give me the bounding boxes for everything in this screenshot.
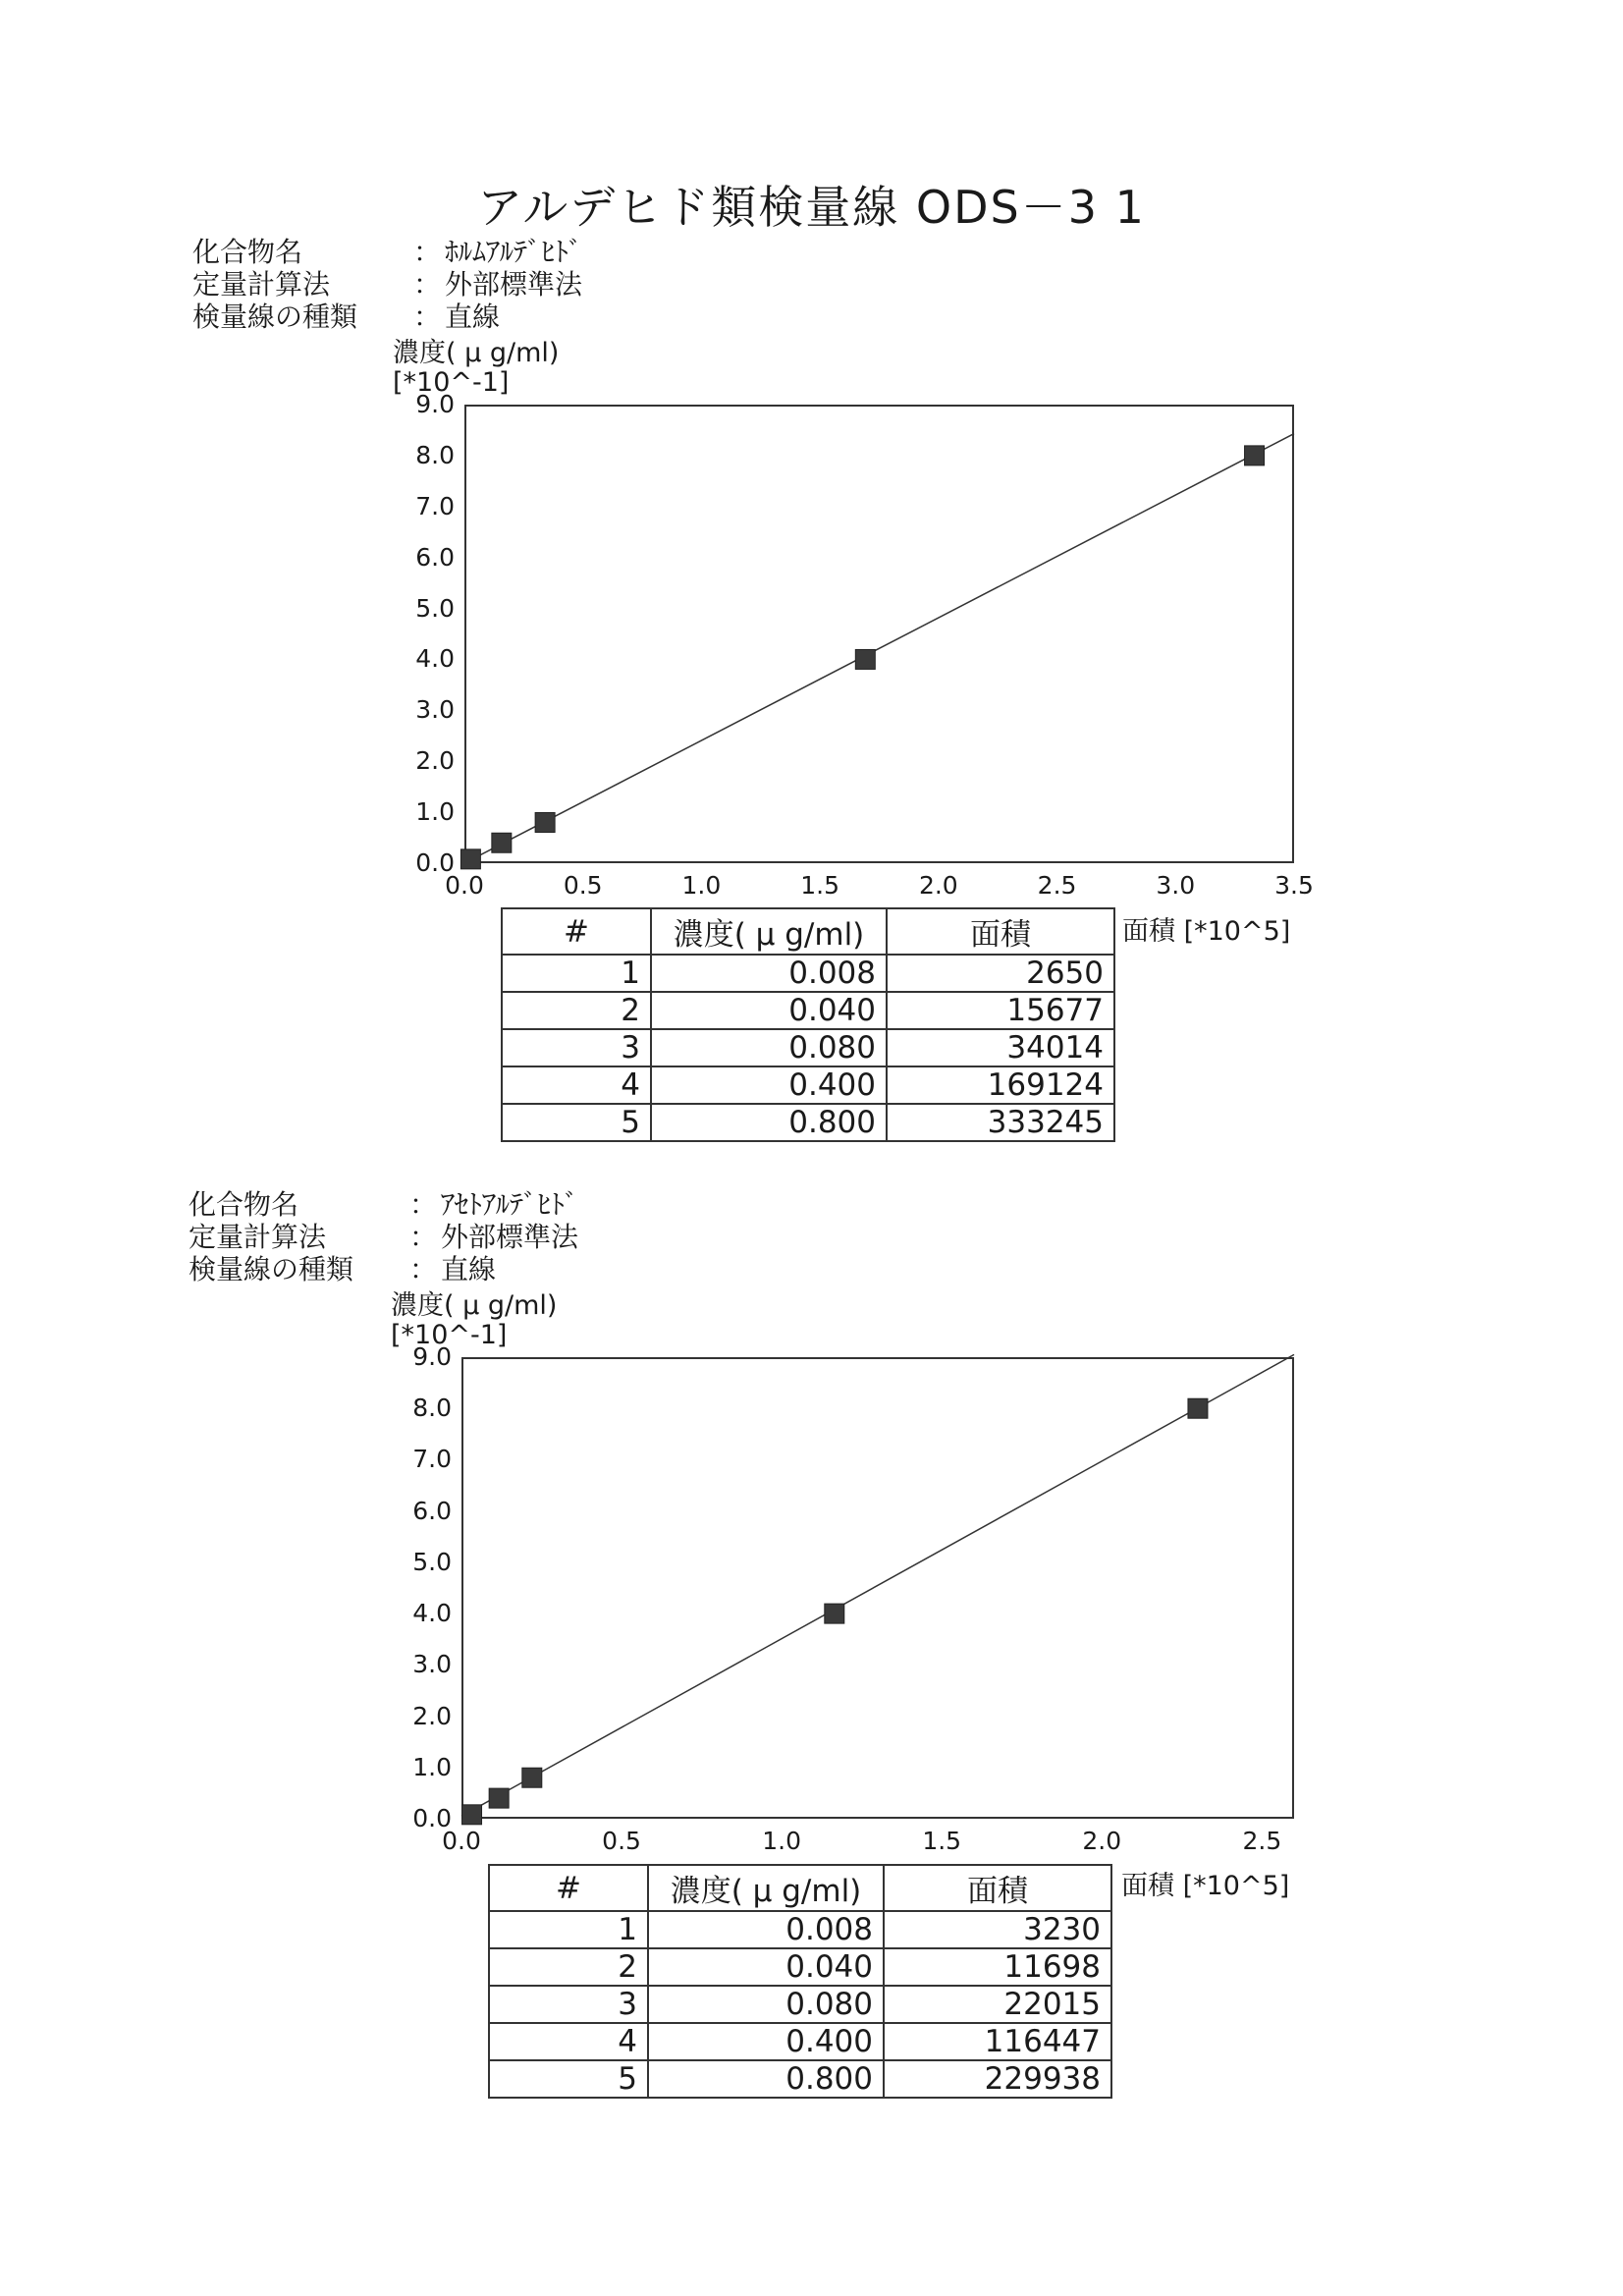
table-row xyxy=(489,1948,1111,1986)
x-axis-label: 面積 [*10^5] xyxy=(1121,1871,1290,1901)
y-tick-label: 5.0 xyxy=(412,1547,452,1576)
compound-name: ﾎﾙﾑｱﾙﾃﾞﾋﾄﾞ xyxy=(445,236,583,268)
table-cell: 0.400 xyxy=(651,1066,887,1104)
x-tick-label: 0.0 xyxy=(445,871,484,900)
col-header: 濃度( μ g/ml) xyxy=(648,1865,884,1911)
data-point xyxy=(522,1768,542,1787)
y-tick-label: 4.0 xyxy=(412,1599,452,1628)
col-header: 濃度( μ g/ml) xyxy=(651,908,887,955)
table-cell: 4 xyxy=(502,1066,651,1104)
page-title: アルデヒド類検量線 ODS－3 1 xyxy=(477,181,1146,234)
table-cell: 0.800 xyxy=(648,2060,884,2098)
y-tick-label: 9.0 xyxy=(415,390,455,418)
info-label: 定量計算法 xyxy=(192,268,331,301)
x-tick-label: 0.5 xyxy=(563,871,603,900)
compound-name: ｱｾﾄｱﾙﾃﾞﾋﾄﾞ xyxy=(441,1188,579,1221)
col-header: 面積 xyxy=(884,1865,1111,1911)
curve-type: 直線 xyxy=(445,301,501,333)
table-cell: 0.800 xyxy=(651,1104,887,1141)
table-cell: 5 xyxy=(489,2060,648,2098)
table-cell: 0.080 xyxy=(651,1029,887,1066)
info-sep: ： xyxy=(413,236,442,268)
data-point xyxy=(492,833,512,852)
table-row xyxy=(502,955,1114,992)
compound-info xyxy=(192,236,582,333)
y-axis-scale: [*10^-1] xyxy=(391,1320,508,1350)
table-row xyxy=(489,1986,1111,2023)
y-tick-label: 6.0 xyxy=(412,1496,452,1525)
table-row xyxy=(489,1911,1111,1948)
y-axis-scale: [*10^-1] xyxy=(393,367,510,398)
curve-type: 直線 xyxy=(441,1253,497,1285)
table-cell: 3 xyxy=(502,1029,651,1066)
y-tick-label: 2.0 xyxy=(412,1701,452,1730)
info-sep: ： xyxy=(413,301,442,333)
x-tick-label: 2.0 xyxy=(918,871,958,900)
table-cell: 22015 xyxy=(884,1986,1111,2023)
table-cell: 2 xyxy=(502,992,651,1029)
y-axis-label: 濃度( μ g/ml) xyxy=(391,1290,558,1321)
y-tick-label: 1.0 xyxy=(412,1752,452,1781)
table-cell: 3230 xyxy=(884,1911,1111,1948)
table-cell: 0.080 xyxy=(648,1986,884,2023)
table-cell: 0.040 xyxy=(651,992,887,1029)
table-row xyxy=(502,1029,1114,1066)
calc-method: 外部標準法 xyxy=(441,1221,579,1253)
table-cell: 34014 xyxy=(887,1029,1114,1066)
x-tick-label: 1.5 xyxy=(922,1827,962,1855)
data-point xyxy=(462,1805,482,1825)
table-cell: 0.008 xyxy=(648,1911,884,1948)
chart-marks xyxy=(461,1357,1294,1819)
col-header: 面積 xyxy=(887,908,1114,955)
y-tick-label: 5.0 xyxy=(415,593,455,623)
info-sep: ： xyxy=(409,1221,438,1253)
info-sep: ： xyxy=(409,1188,438,1221)
x-tick-label: 3.5 xyxy=(1274,871,1314,900)
calc-method: 外部標準法 xyxy=(445,268,583,301)
y-tick-label: 3.0 xyxy=(415,695,455,725)
table-row xyxy=(489,2060,1111,2098)
table-cell: 1 xyxy=(502,955,651,992)
y-tick-label: 7.0 xyxy=(412,1445,452,1474)
y-tick-label: 3.0 xyxy=(412,1650,452,1679)
table-row xyxy=(502,1104,1114,1141)
info-label: 定量計算法 xyxy=(189,1221,327,1253)
info-label: 化合物名 xyxy=(192,236,303,268)
y-tick-label: 7.0 xyxy=(415,491,455,520)
y-axis-label: 濃度( μ g/ml) xyxy=(393,338,560,368)
x-tick-label: 1.0 xyxy=(681,871,722,900)
table-cell: 229938 xyxy=(884,2060,1111,2098)
chart-marks xyxy=(464,405,1294,863)
info-label: 検量線の種類 xyxy=(192,301,358,333)
y-tick-label: 0.0 xyxy=(412,1804,452,1832)
data-point xyxy=(460,849,480,869)
y-tick-label: 1.0 xyxy=(415,797,455,827)
info-sep: ： xyxy=(413,268,442,301)
x-tick-label: 2.5 xyxy=(1037,871,1077,900)
table-cell: 1 xyxy=(489,1911,648,1948)
x-tick-label: 1.0 xyxy=(762,1827,802,1855)
data-point xyxy=(1245,446,1265,465)
x-tick-label: 0.0 xyxy=(442,1827,481,1855)
table-cell: 3 xyxy=(489,1986,648,2023)
table-cell: 116447 xyxy=(884,2023,1111,2060)
x-tick-label: 0.5 xyxy=(602,1827,641,1855)
table-cell: 169124 xyxy=(887,1066,1114,1104)
y-tick-label: 8.0 xyxy=(415,440,455,469)
table-cell: 0.040 xyxy=(648,1948,884,1986)
data-point xyxy=(825,1604,844,1623)
x-tick-label: 3.0 xyxy=(1156,871,1196,900)
data-point xyxy=(1188,1398,1208,1418)
table-cell: 333245 xyxy=(887,1104,1114,1141)
compound-info xyxy=(189,1188,578,1285)
x-tick-label: 2.5 xyxy=(1242,1827,1282,1855)
info-label: 化合物名 xyxy=(189,1188,299,1221)
data-point xyxy=(855,649,875,669)
y-tick-label: 8.0 xyxy=(412,1394,452,1423)
table-cell: 0.400 xyxy=(648,2023,884,2060)
data-point xyxy=(535,812,555,832)
table-cell: 0.008 xyxy=(651,955,887,992)
col-header: # xyxy=(489,1865,648,1911)
calibration-line xyxy=(464,434,1294,863)
table-row xyxy=(489,2023,1111,2060)
data-table xyxy=(488,1864,1112,2099)
x-tick-label: 1.5 xyxy=(800,871,840,900)
table-cell: 11698 xyxy=(884,1948,1111,1986)
y-tick-label: 2.0 xyxy=(415,746,455,776)
table-row xyxy=(502,1066,1114,1104)
table-cell: 4 xyxy=(489,2023,648,2060)
table-row xyxy=(502,992,1114,1029)
col-header: # xyxy=(502,908,651,955)
table-cell: 5 xyxy=(502,1104,651,1141)
y-tick-label: 9.0 xyxy=(412,1342,452,1371)
table-cell: 2 xyxy=(489,1948,648,1986)
y-tick-label: 4.0 xyxy=(415,644,455,674)
calibration-line xyxy=(461,1354,1294,1816)
table-cell: 2650 xyxy=(887,955,1114,992)
y-tick-label: 0.0 xyxy=(415,848,455,877)
x-axis-label: 面積 [*10^5] xyxy=(1122,916,1291,947)
y-axis-unit xyxy=(391,1291,557,1350)
info-sep: ： xyxy=(409,1253,438,1285)
y-axis-unit xyxy=(393,339,559,398)
x-tick-label: 2.0 xyxy=(1082,1827,1122,1855)
table-cell: 15677 xyxy=(887,992,1114,1029)
y-tick-label: 6.0 xyxy=(415,542,455,572)
data-table xyxy=(501,907,1115,1142)
data-point xyxy=(489,1788,509,1808)
info-label: 検量線の種類 xyxy=(189,1253,354,1285)
